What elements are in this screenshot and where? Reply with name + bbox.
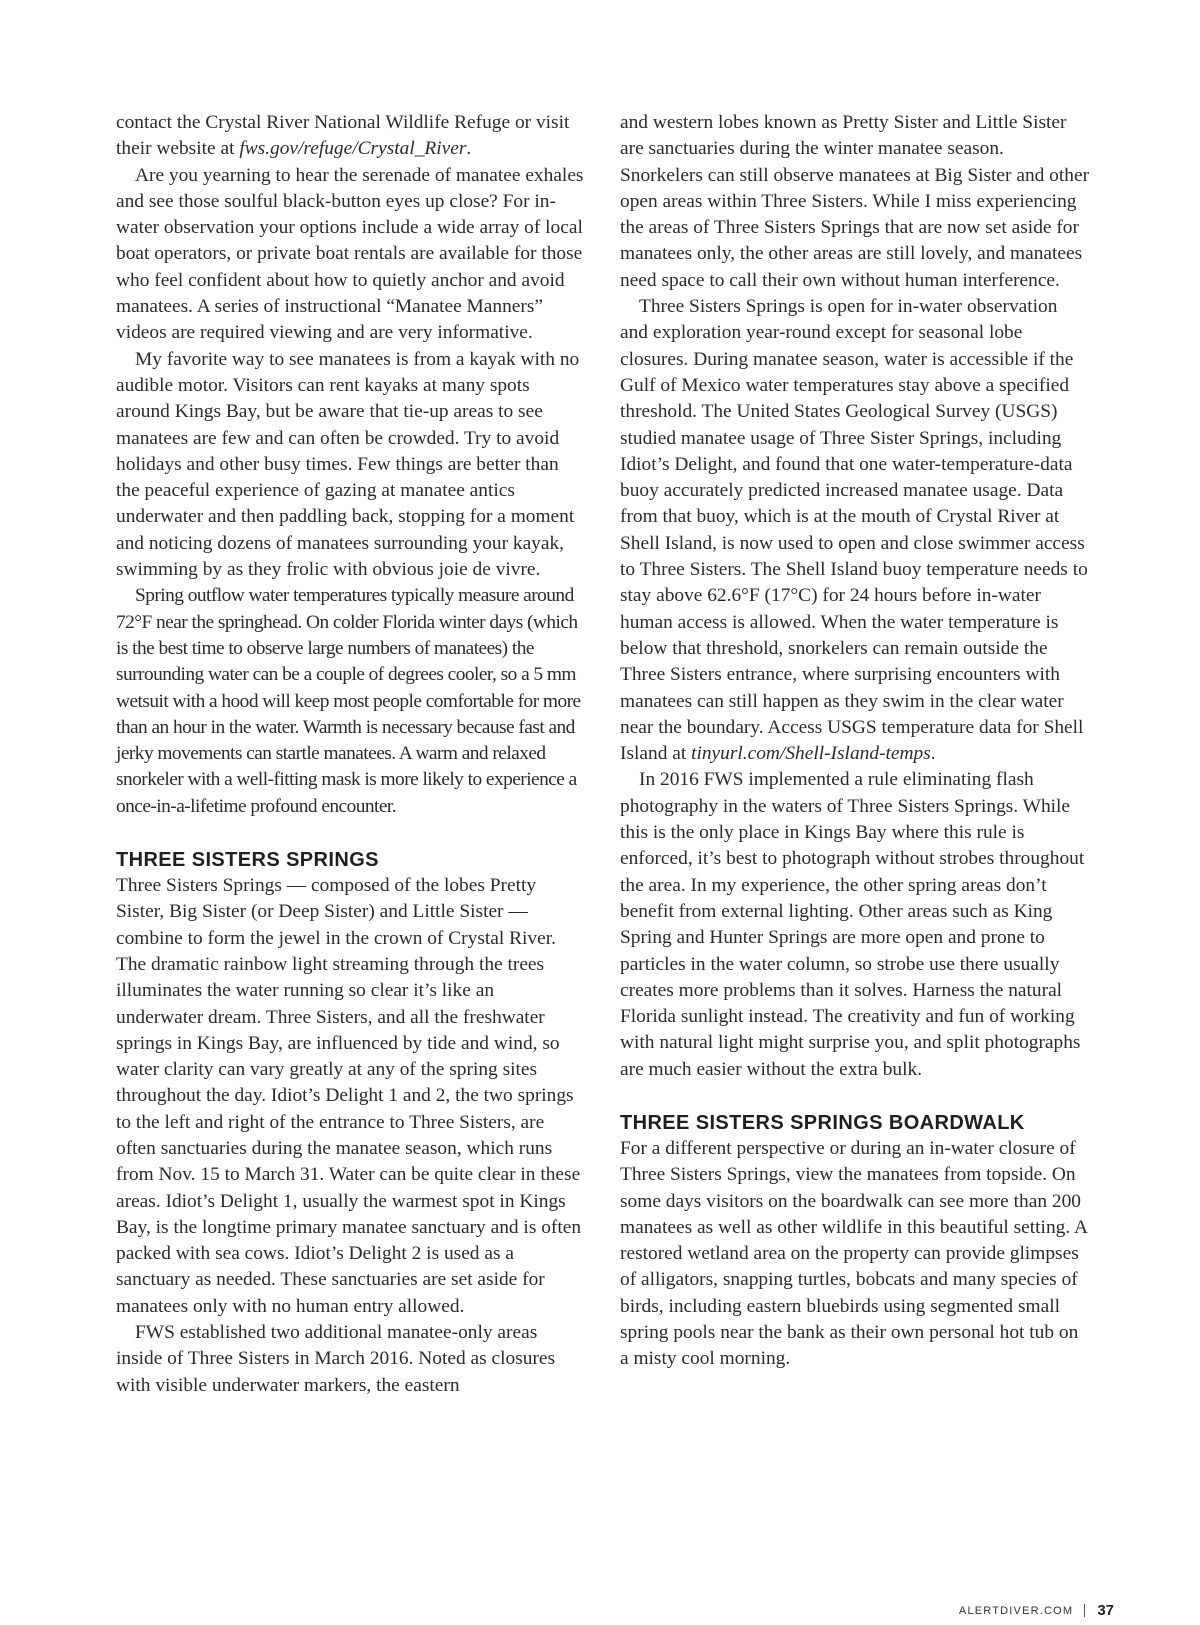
section-heading-boardwalk: THREE SISTERS SPRINGS BOARDWALK [620, 1111, 1025, 1134]
footer-site-name: ALERTDIVER.COM [958, 1604, 1074, 1617]
right-paragraph-2-text: Three Sisters Springs is open for in-water observation and exploration year-round except for seasonal lobe closures. During manatee season, water is accessible if the Gulf of Mexico water temperatures stay above a specified threshold. The United States Geological Survey (USGS) studied manatee usage of Three Sister Springs, including Idiot’s Delight, and found that one water-temperature-data buoy accurately predicted increased manatee usage. Data from that buoy, which is at the mouth of Crystal River at Shell Island, is now used to open and close swimmer access to Three Sisters. The Shell Island buoy temperature needs to stay above 62.6°F (17°C) for 24 hours before in-water human access is allowed. When the water temperature is below that threshold, snorkelers can remain outside the Three Sisters entrance, where surprising encounters with manatees can still happen as they swim in the clear water near the boundary. Access USGS temperature data for Shell Island at [620, 296, 1088, 765]
right-paragraph-4: For a different perspective or during an in-water closure of Three Sisters Springs, view the manatees from topside. On some days visitors on the boardwalk can see more than 200 manatees as well as other wildlife in this beautiful setting. A restored wetland area on the property can provide glimpses of alligators, snapping turtles, bobcats and many species of birds, including eastern bluebirds using segmented small spring pools near the bank as their own personal hot tub on a misty cool morning. [620, 1137, 1087, 1370]
right-column [620, 110, 1090, 1373]
footer-divider [1084, 1604, 1085, 1617]
right-paragraph-2 [620, 294, 1090, 767]
left-paragraph-4: Spring outflow water temperatures typically measure around 72°F near the springhead. On colder Florida winter days (which is the best time to observe large numbers of manatees) the surrounding water can be a couple of degrees cooler, so a 5 mm wetsuit with a hood will keep most people comfortable for more than an hour in the water. Warmth is necessary because fast and jerky movements can startle manatees. A warm and relaxed snorkeler with a well-fitting mask is more likely to experience a once-in-a-lifetime profound encounter. [116, 585, 581, 817]
refuge-website-link[interactable]: fws.gov/refuge/Crystal_River [239, 138, 467, 160]
left-paragraph-5: Three Sisters Springs — composed of the lobes Pretty Sister, Big Sister (or Deep Sister) and Little Sister — combine to form the jewel in the crown of Crystal River. The dramatic rainbow light streaming through the trees illuminates the water running so clear it’s like an underwater dream. Three Sisters, and all the freshwater springs in Kings Bay, are influenced by tide and wind, so water clarity can vary greatly at any of the spring sites throughout the day. Idiot’s Delight 1 and 2, the two springs to the left and right of the entrance to Three Sisters, are often sanctuaries during the manatee season, which runs from Nov. 15 to March 31. Water can be quite clear in these areas. Idiot’s Delight 1, usually the warmest spot in Kings Bay, is the longtime primary manatee sanctuary and is often packed with sea cows. Idiot’s Delight 2 is used as a sanctuary as needed. These sanctuaries are set aside for manatees only with no human entry allowed. [116, 875, 582, 1317]
right-paragraph-2-end: . [930, 743, 936, 765]
left-paragraph-6: FWS established two additional manatee-only areas inside of Three Sisters in March 2016. Noted as closures with visible underwater markers, the eastern [116, 1322, 556, 1396]
left-paragraph-1-end: . [466, 138, 472, 160]
left-paragraph-3: My favorite way to see manatees is from a kayak with no audible motor. Visitors can rent kayaks at many spots around Kings Bay, but be aware that tie-up areas to see manatees are few and can often be crowded. Try to avoid holidays and other busy times. Few things are better than the peaceful experience of gazing at manatee antics underwater and then paddling back, stopping for a moment and noticing dozens of manatees surrounding your kayak, swimming by as they frolic with obvious joie de vivre. [116, 348, 580, 581]
page-number: 37 [1097, 1602, 1114, 1619]
right-paragraph-3: In 2016 FWS implemented a rule eliminating flash photography in the waters of Three Sisters Springs. While this is the only place in Kings Bay where this rule is enforced, it’s best to photograph without strobes throughout the area. In my experience, the other spring areas don’t benefit from external lighting. Other areas such as King Spring and Hunter Springs are more open and prone to particles in the water column, so strobe use there usually creates more problems than it solves. Harness the natural Florida sunlight instead. The creativity and fun of working with natural light might surprise you, and split photographs are much easier without the extra bulk. [620, 769, 1085, 1080]
left-paragraph-1 [116, 110, 586, 163]
left-paragraph-1-text: contact the Crystal River National Wildlife Refuge or visit their website at [116, 112, 570, 160]
page-footer [959, 1602, 1114, 1619]
right-paragraph-1: and western lobes known as Pretty Sister and Little Sister are sanctuaries during the winter manatee season. Snorkelers can still observe manatees at Big Sister and other open areas within Three Sisters. While I miss experiencing the areas of Three Sisters Springs that are now set aside for manatees only, the other areas are still lovely, and manatees need space to call their own without human interference. [620, 112, 1090, 291]
usgs-temperature-link[interactable]: tinyurl.com/Shell-Island-temps [691, 743, 931, 765]
left-paragraph-2: Are you yearning to hear the serenade of manatee exhales and see those soulful black-button eyes up close? For in-water observation your options include a wide array of local boat operators, or private boat rentals are available for those who feel confident about how to quietly anchor and avoid manatees. A series of instructional “Manatee Manners” videos are required viewing and are very informative. [116, 164, 584, 344]
left-column [116, 110, 586, 1399]
section-heading-three-sisters-springs: THREE SISTERS SPRINGS [116, 849, 379, 872]
